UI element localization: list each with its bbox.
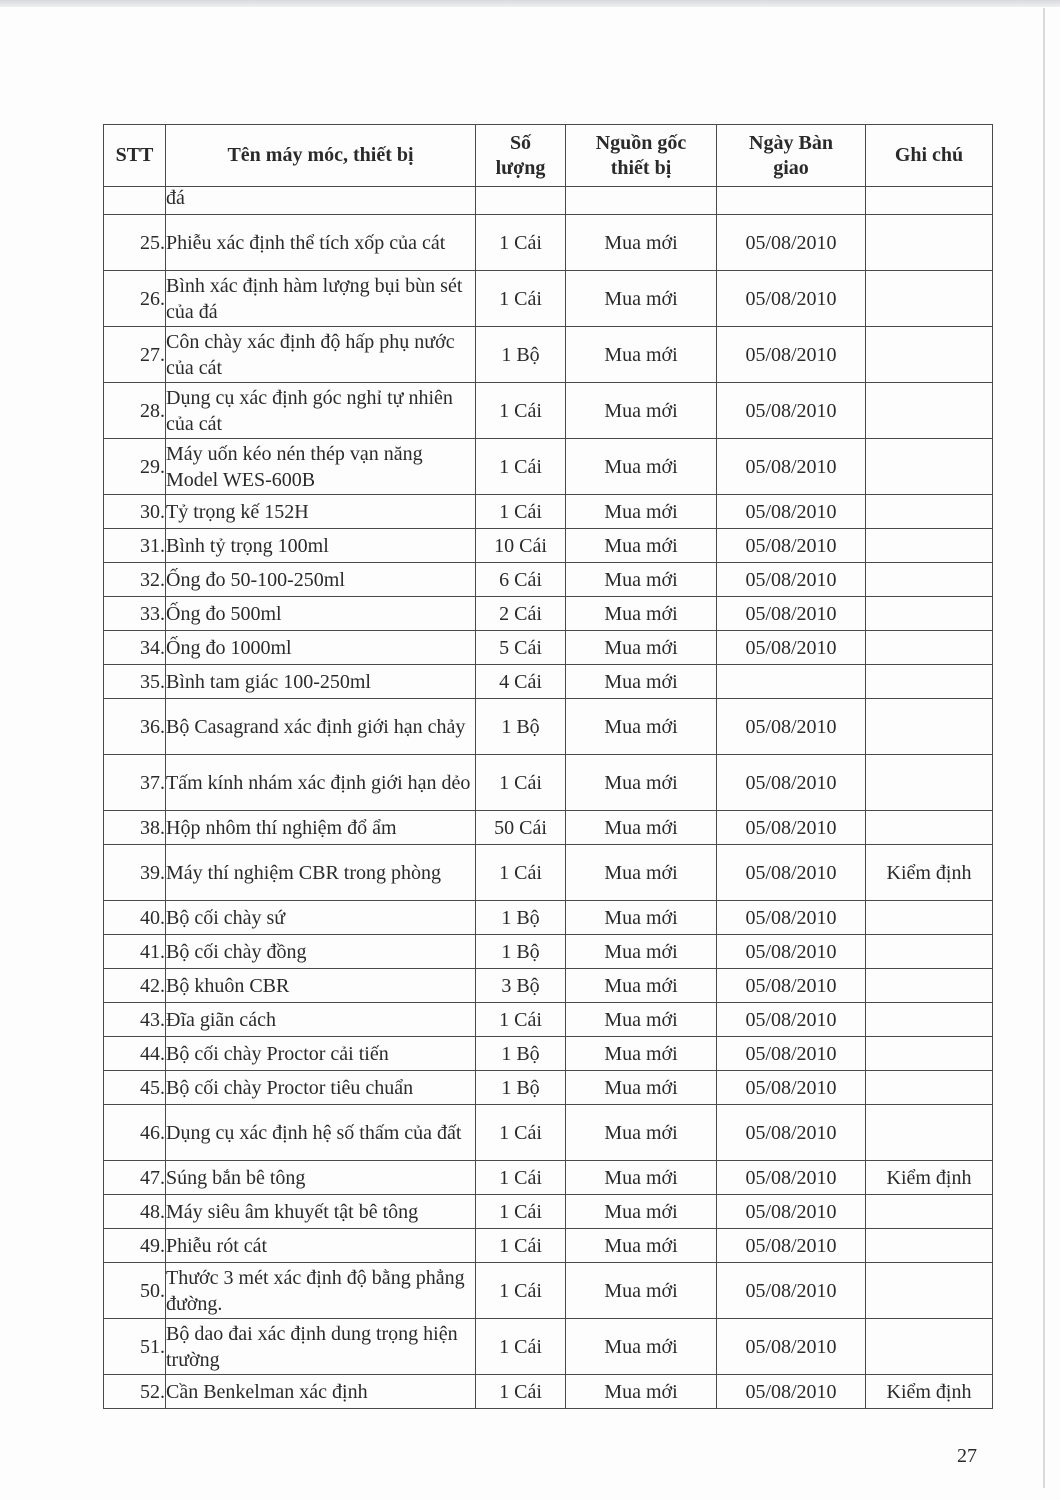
cell-qty: 5 Cái: [476, 631, 566, 665]
cell-note: [866, 665, 993, 699]
cell-qty: 1 Cái: [476, 1263, 566, 1319]
cell-date: 05/08/2010: [717, 1161, 866, 1195]
cell-qty: 2 Cái: [476, 597, 566, 631]
cell-note: [866, 1071, 993, 1105]
table-row: [104, 215, 993, 271]
cell-date: 05/08/2010: [717, 1071, 866, 1105]
cell-origin: Mua mới: [566, 1195, 717, 1229]
header-note: Ghi chú: [866, 125, 993, 187]
header-origin: [566, 125, 717, 187]
table-row: [104, 935, 993, 969]
cell-origin: Mua mới: [566, 1161, 717, 1195]
cell-name: Bộ cối chày Proctor tiêu chuẩn: [166, 1071, 476, 1105]
cell-qty: 6 Cái: [476, 563, 566, 597]
cell-date: 05/08/2010: [717, 811, 866, 845]
cell-origin: Mua mới: [566, 935, 717, 969]
table-row: [104, 699, 993, 755]
cell-stt: 48.: [104, 1195, 166, 1229]
header-date-label: Ngày Bàn giao: [749, 131, 833, 179]
cell-date: 05/08/2010: [717, 1319, 866, 1375]
cell-note: [866, 1319, 993, 1375]
table-row: [104, 665, 993, 699]
cell-note: [866, 631, 993, 665]
cell-qty: 1 Bộ: [476, 1071, 566, 1105]
header-origin-label: Nguồn gốc thiết bị: [595, 131, 687, 179]
cell-origin: Mua mới: [566, 597, 717, 631]
cell-note: [866, 935, 993, 969]
header-stt: STT: [104, 125, 166, 187]
cell-qty: 1 Cái: [476, 1105, 566, 1161]
cell-date: 05/08/2010: [717, 699, 866, 755]
cell-note: [866, 1105, 993, 1161]
cell-stt: 47.: [104, 1161, 166, 1195]
cell-origin: Mua mới: [566, 1319, 717, 1375]
cell-date: [717, 665, 866, 699]
cell-name: Bình tam giác 100-250ml: [166, 665, 476, 699]
table-row: [104, 383, 993, 439]
cell-note: [866, 271, 993, 327]
cell-stt: [104, 187, 166, 215]
cell-name: Bình tỷ trọng 100ml: [166, 529, 476, 563]
cell-origin: Mua mới: [566, 969, 717, 1003]
cell-date: 05/08/2010: [717, 1375, 866, 1409]
cell-origin: Mua mới: [566, 1105, 717, 1161]
cell-note: [866, 901, 993, 935]
cell-date: 05/08/2010: [717, 1037, 866, 1071]
cell-date: 05/08/2010: [717, 271, 866, 327]
cell-stt: 37.: [104, 755, 166, 811]
cell-qty: 3 Bộ: [476, 969, 566, 1003]
cell-origin: Mua mới: [566, 665, 717, 699]
cell-stt: 36.: [104, 699, 166, 755]
cell-note: [866, 1003, 993, 1037]
table-header-row: [104, 125, 993, 187]
cell-origin: Mua mới: [566, 495, 717, 529]
cell-stt: 41.: [104, 935, 166, 969]
cell-qty: 50 Cái: [476, 811, 566, 845]
table-row: [104, 969, 993, 1003]
cell-name: Bộ khuôn CBR: [166, 969, 476, 1003]
cell-date: 05/08/2010: [717, 1003, 866, 1037]
cell-origin: Mua mới: [566, 811, 717, 845]
header-qty: [476, 125, 566, 187]
page-number: 27: [957, 1445, 977, 1467]
cell-origin: Mua mới: [566, 327, 717, 383]
table-row: [104, 631, 993, 665]
cell-qty: 1 Cái: [476, 1229, 566, 1263]
cell-note: [866, 439, 993, 495]
cell-note: [866, 563, 993, 597]
cell-origin: Mua mới: [566, 439, 717, 495]
header-qty-label: Số lượng: [495, 131, 546, 179]
table-row: [104, 1105, 993, 1161]
cell-origin: Mua mới: [566, 1375, 717, 1409]
cell-date: 05/08/2010: [717, 439, 866, 495]
scan-edge-top: [0, 0, 1060, 7]
cell-name: Súng bắn bê tông: [166, 1161, 476, 1195]
cell-origin: Mua mới: [566, 563, 717, 597]
cell-note: [866, 699, 993, 755]
cell-stt: 33.: [104, 597, 166, 631]
table-row: [104, 1037, 993, 1071]
continuation-row: [104, 187, 993, 215]
cell-name: Máy thí nghiệm CBR trong phòng: [166, 845, 476, 901]
cell-origin: Mua mới: [566, 271, 717, 327]
cell-note: [866, 529, 993, 563]
cell-qty: 10 Cái: [476, 529, 566, 563]
cell-qty: 1 Cái: [476, 215, 566, 271]
cell-stt: 28.: [104, 383, 166, 439]
cell-name: Dụng cụ xác định góc nghỉ tự nhiên của cát: [166, 383, 476, 439]
cell-name: Dụng cụ xác định hệ số thấm của đất: [166, 1105, 476, 1161]
cell-stt: 45.: [104, 1071, 166, 1105]
table-row: [104, 1071, 993, 1105]
cell-qty: 1 Cái: [476, 439, 566, 495]
equipment-table: [103, 124, 993, 1409]
cell-origin: Mua mới: [566, 383, 717, 439]
table-row: [104, 845, 993, 901]
cell-name: Bộ cối chày Proctor cải tiến: [166, 1037, 476, 1071]
cell-name: Đĩa giãn cách: [166, 1003, 476, 1037]
cell-date: 05/08/2010: [717, 1195, 866, 1229]
table-row: [104, 563, 993, 597]
cell-name: Ống đo 50-100-250ml: [166, 563, 476, 597]
cell-origin: Mua mới: [566, 215, 717, 271]
table-row: [104, 811, 993, 845]
cell-name: Phiễu xác định thể tích xốp của cát: [166, 215, 476, 271]
cell-name: Bộ Casagrand xác định giới hạn chảy: [166, 699, 476, 755]
cell-qty: 1 Cái: [476, 845, 566, 901]
cell-qty: 1 Cái: [476, 1195, 566, 1229]
cell-origin: Mua mới: [566, 1229, 717, 1263]
cell-note: [866, 969, 993, 1003]
cell-name: Bộ cối chày sứ: [166, 901, 476, 935]
table-row: [104, 439, 993, 495]
cell-name: Bình xác định hàm lượng bụi bùn sét của đá: [166, 271, 476, 327]
cell-qty: 1 Cái: [476, 1375, 566, 1409]
cell-stt: 30.: [104, 495, 166, 529]
cell-note: [866, 383, 993, 439]
cell-note: Kiểm định: [866, 1161, 993, 1195]
cell-name: Bộ dao đai xác định dung trọng hiện trường: [166, 1319, 476, 1375]
table-row: [104, 1161, 993, 1195]
cell-stt: 46.: [104, 1105, 166, 1161]
table-row: [104, 1375, 993, 1409]
cell-stt: 43.: [104, 1003, 166, 1037]
cell-note: Kiểm định: [866, 1375, 993, 1409]
cell-name: Bộ cối chày đồng: [166, 935, 476, 969]
cell-stt: 35.: [104, 665, 166, 699]
table-row: [104, 1229, 993, 1263]
cell-origin: Mua mới: [566, 755, 717, 811]
table-row: [104, 1319, 993, 1375]
cell-stt: 49.: [104, 1229, 166, 1263]
cell-date: 05/08/2010: [717, 901, 866, 935]
cell-stt: 34.: [104, 631, 166, 665]
cell-stt: 51.: [104, 1319, 166, 1375]
cell-date: 05/08/2010: [717, 1229, 866, 1263]
cell-note: [866, 327, 993, 383]
cell-date: 05/08/2010: [717, 1105, 866, 1161]
cell-stt: 25.: [104, 215, 166, 271]
table-row: [104, 901, 993, 935]
cell-origin: Mua mới: [566, 699, 717, 755]
cell-stt: 42.: [104, 969, 166, 1003]
cell-qty: 1 Bộ: [476, 901, 566, 935]
cell-name: Máy siêu âm khuyết tật bê tông: [166, 1195, 476, 1229]
cell-note: [866, 215, 993, 271]
cell-stt: 39.: [104, 845, 166, 901]
cell-qty: 4 Cái: [476, 665, 566, 699]
cell-date: 05/08/2010: [717, 495, 866, 529]
header-date: [717, 125, 866, 187]
cell-qty: 1 Bộ: [476, 935, 566, 969]
cell-date: 05/08/2010: [717, 969, 866, 1003]
cell-stt: 52.: [104, 1375, 166, 1409]
cell-origin: Mua mới: [566, 1003, 717, 1037]
cell-stt: 40.: [104, 901, 166, 935]
cell-qty: 1 Bộ: [476, 699, 566, 755]
cell-origin: Mua mới: [566, 529, 717, 563]
cell-date: 05/08/2010: [717, 631, 866, 665]
cell-note: [866, 1229, 993, 1263]
cell-qty: 1 Cái: [476, 495, 566, 529]
cell-stt: 32.: [104, 563, 166, 597]
cell-note: [866, 187, 993, 215]
cell-origin: Mua mới: [566, 845, 717, 901]
cell-name: Ống đo 1000ml: [166, 631, 476, 665]
cell-date: 05/08/2010: [717, 1263, 866, 1319]
cell-qty: 1 Bộ: [476, 327, 566, 383]
cell-stt: 26.: [104, 271, 166, 327]
cell-note: [866, 1037, 993, 1071]
cell-note: [866, 1263, 993, 1319]
cell-date: 05/08/2010: [717, 327, 866, 383]
table-row: [104, 495, 993, 529]
scan-edge-right: [1043, 8, 1045, 1488]
cell-qty: 1 Bộ: [476, 1037, 566, 1071]
cell-qty: 1 Cái: [476, 755, 566, 811]
cell-date: 05/08/2010: [717, 529, 866, 563]
cell-date: 05/08/2010: [717, 215, 866, 271]
cell-qty: [476, 187, 566, 215]
cell-note: [866, 597, 993, 631]
cell-date: 05/08/2010: [717, 755, 866, 811]
cell-note: Kiểm định: [866, 845, 993, 901]
cell-name: Tỷ trọng kế 152H: [166, 495, 476, 529]
cell-name: đá: [166, 187, 476, 215]
cell-name: Máy uốn kéo nén thép vạn năng Model WES-600B: [166, 439, 476, 495]
table-row: [104, 1195, 993, 1229]
table-row: [104, 1263, 993, 1319]
table-row: [104, 529, 993, 563]
cell-qty: 1 Cái: [476, 1003, 566, 1037]
cell-name: Phiễu rót cát: [166, 1229, 476, 1263]
cell-date: 05/08/2010: [717, 845, 866, 901]
table-row: [104, 271, 993, 327]
cell-date: [717, 187, 866, 215]
cell-note: [866, 811, 993, 845]
cell-origin: Mua mới: [566, 631, 717, 665]
cell-origin: Mua mới: [566, 1037, 717, 1071]
cell-origin: [566, 187, 717, 215]
cell-name: Hộp nhôm thí nghiệm đổ ẩm: [166, 811, 476, 845]
cell-origin: Mua mới: [566, 1071, 717, 1105]
cell-qty: 1 Cái: [476, 383, 566, 439]
cell-date: 05/08/2010: [717, 597, 866, 631]
cell-origin: Mua mới: [566, 1263, 717, 1319]
cell-name: Thước 3 mét xác định độ bằng phẳng đường.: [166, 1263, 476, 1319]
table-row: [104, 327, 993, 383]
cell-qty: 1 Cái: [476, 1319, 566, 1375]
cell-name: Cần Benkelman xác định: [166, 1375, 476, 1409]
cell-date: 05/08/2010: [717, 935, 866, 969]
cell-note: [866, 755, 993, 811]
cell-stt: 27.: [104, 327, 166, 383]
table-row: [104, 1003, 993, 1037]
cell-stt: 31.: [104, 529, 166, 563]
cell-stt: 50.: [104, 1263, 166, 1319]
cell-stt: 38.: [104, 811, 166, 845]
table-row: [104, 597, 993, 631]
cell-name: Ống đo 500ml: [166, 597, 476, 631]
cell-origin: Mua mới: [566, 901, 717, 935]
cell-stt: 29.: [104, 439, 166, 495]
cell-qty: 1 Cái: [476, 271, 566, 327]
header-name: Tên máy móc, thiết bị: [166, 125, 476, 187]
cell-name: Côn chày xác định độ hấp phụ nước của cát: [166, 327, 476, 383]
cell-date: 05/08/2010: [717, 563, 866, 597]
cell-qty: 1 Cái: [476, 1161, 566, 1195]
cell-stt: 44.: [104, 1037, 166, 1071]
cell-date: 05/08/2010: [717, 383, 866, 439]
cell-note: [866, 1195, 993, 1229]
cell-name: Tấm kính nhám xác định giới hạn dẻo: [166, 755, 476, 811]
table-row: [104, 755, 993, 811]
cell-note: [866, 495, 993, 529]
